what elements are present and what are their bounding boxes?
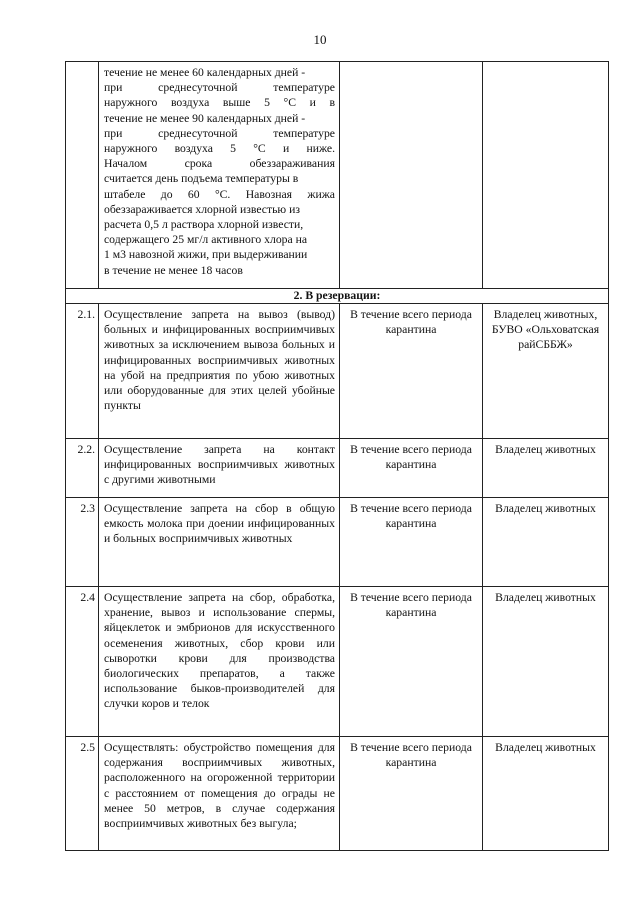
row-measure: Осуществление запрета на сбор в общую емкость молока при доении инфицированных и больных восприимчивых животных — [99, 498, 340, 587]
row-term: В течение всего периода карантина — [340, 737, 483, 851]
continuation-line: наружного воздуха 5 °С и ниже. — [104, 142, 335, 156]
section-title: 2. В резервации: — [66, 289, 609, 304]
continuation-line: при среднесуточной температуре — [104, 126, 335, 140]
row-measure: Осуществление запрета на сбор, обработка, хранение, вывоз и использование спермы, яйцеклеток и эмбрионов для искусственного осеменения животных, сбор крови или сыворотки крови для производства биологических препаратов, а также использование быков-производителей для случки коров и телок — [99, 587, 340, 737]
row-term: В течение всего периода карантина — [340, 587, 483, 737]
row-responsible: Владелец животных — [483, 737, 609, 851]
continuation-line: течение не менее 60 календарных дней - — [104, 66, 306, 79]
continuation-line: при среднесуточной температуре — [104, 81, 335, 95]
page-number: 10 — [313, 32, 327, 47]
row-number: 2.2. — [66, 439, 99, 498]
continuation-line: расчета 0,5 л раствора хлорной извести, — [104, 218, 304, 232]
continuation-line: 1 м3 навозной жижи, при выдерживании — [104, 248, 308, 262]
row-number: 2.3 — [66, 498, 99, 587]
row-number: 2.5 — [66, 737, 99, 851]
table-row — [66, 737, 609, 851]
continuation-responsible-cell — [483, 62, 609, 289]
table-row — [66, 304, 609, 439]
quarantine-measures-table — [65, 61, 609, 851]
table-row — [66, 439, 609, 498]
continuation-line: течение не менее 90 календарных дней - — [104, 111, 306, 125]
table-row — [66, 498, 609, 587]
row-responsible: Владелец животных — [483, 439, 609, 498]
section-heading-row — [66, 289, 609, 304]
continuation-measure-cell — [99, 62, 340, 289]
table-row — [66, 587, 609, 737]
row-measure: Осуществление запрета на вывоз (вывод) больных и инфицированных восприимчивых животных за исключением вывоза больных и инфицированных восприимчивых животных на убой на предприятия по убою животных или оборудованные для этих целей убойные пункты — [99, 304, 340, 439]
continuation-term-cell — [340, 62, 483, 289]
row-responsible: Владелец животных, БУВО «Ольховатская райСББЖ» — [483, 304, 609, 439]
continuation-line: Началом срока обеззараживания — [104, 157, 335, 171]
row-number: 2.1. — [66, 304, 99, 439]
continuation-line: наружного воздуха выше 5 °С и в — [104, 96, 335, 110]
row-term: В течение всего периода карантина — [340, 498, 483, 587]
row-measure: Осуществлять: обустройство помещения для содержания восприимчивых животных, расположенного на огороженной территории с расстоянием от помещения до ограды не менее 50 метров, в случае содержания восприимчивых животных без выгула; — [99, 737, 340, 851]
row-responsible: Владелец животных — [483, 587, 609, 737]
row-term: В течение всего периода карантина — [340, 304, 483, 439]
row-number: 2.4 — [66, 587, 99, 737]
continuation-line: штабеле до 60 °С. Навозная жижа — [104, 187, 335, 201]
continuation-line: содержащего 25 мг/л активного хлора на — [104, 233, 308, 247]
row-measure: Осуществление запрета на контакт инфицированных восприимчивых животных с другими животными — [99, 439, 340, 498]
continuation-line: обеззараживается хлорной известью из — [104, 202, 300, 216]
row-responsible: Владелец животных — [483, 498, 609, 587]
continuation-num-cell — [66, 62, 99, 289]
continuation-row — [66, 62, 609, 289]
continuation-line: в течение не менее 18 часов — [104, 263, 243, 277]
row-term: В течение всего периода карантина — [340, 439, 483, 498]
continuation-line: считается день подъема температуры в — [104, 172, 299, 186]
